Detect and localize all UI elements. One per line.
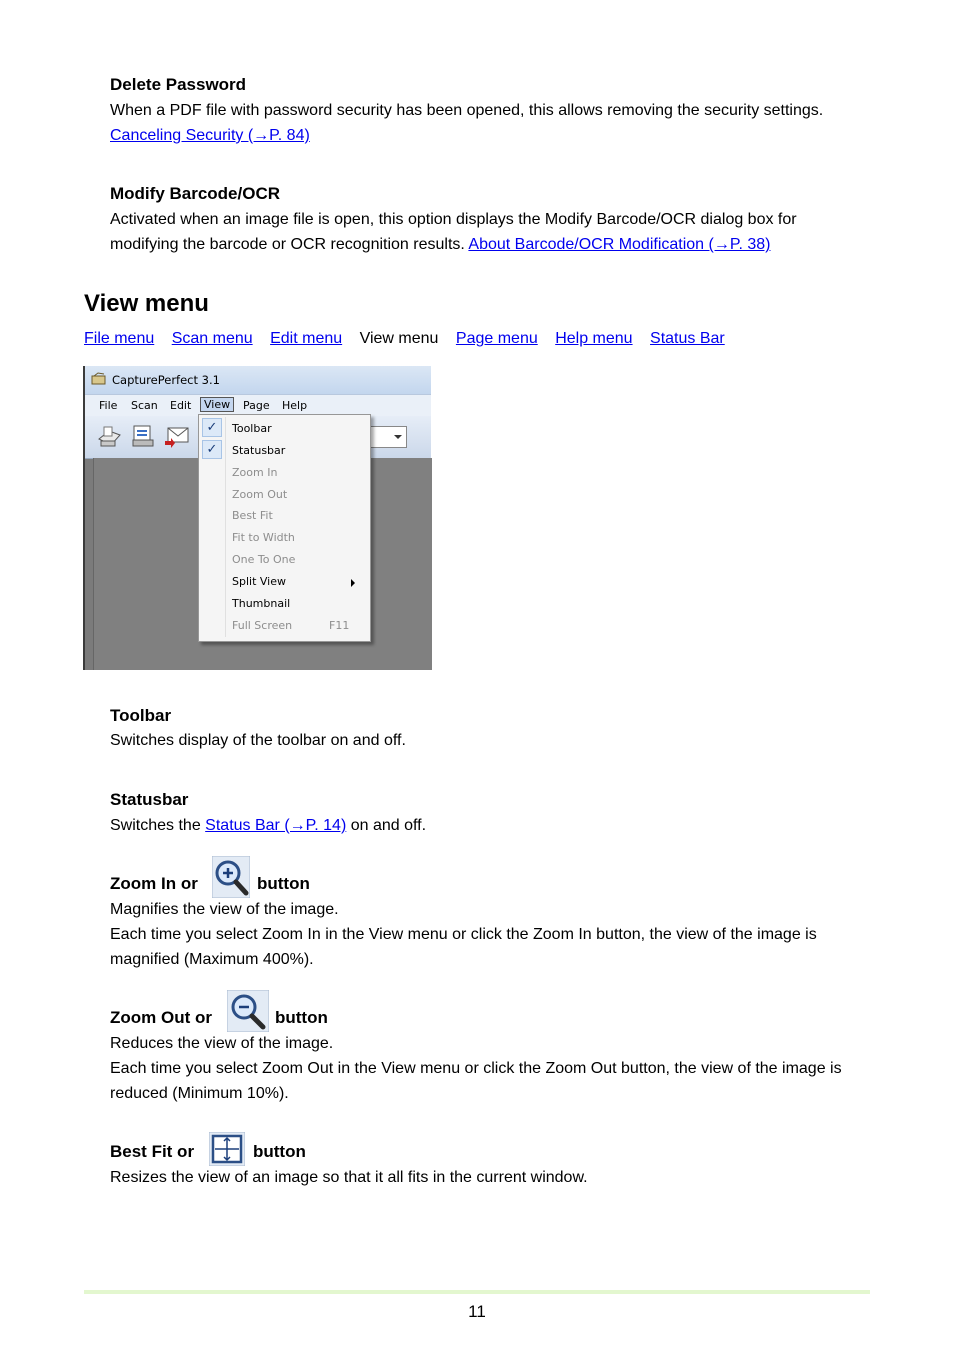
zoom-out-line-3: reduced (Minimum 10%). [110, 1085, 289, 1102]
menubar-file[interactable]: File [99, 399, 118, 412]
zoom-in-line-2: Each time you select Zoom In in the View menu or click the Zoom In button, the view of the image is [110, 926, 817, 943]
modify-barcode-heading: Modify Barcode/OCR [110, 184, 281, 203]
toolbar-heading: Toolbar [110, 706, 172, 725]
chevron-down-icon [394, 435, 402, 439]
delete-password-text: When a PDF file with password security has been opened, this allows removing the security settings. [110, 102, 824, 119]
zoom-out-heading-post: button [275, 1008, 328, 1027]
best-fit-line-1: Resizes the view of an image so that it all fits in the current window. [110, 1169, 588, 1186]
statusbar-text-pre: Switches the [110, 817, 201, 834]
menu-item-split-view[interactable]: Split View [232, 575, 286, 588]
statusbar-check-icon: ✓ [202, 440, 222, 459]
toolbar-text: Switches display of the toolbar on and off. [110, 732, 406, 749]
menu-nav [84, 330, 738, 348]
full-screen-shortcut: F11 [329, 619, 350, 632]
nav-edit-menu[interactable]: Edit menu [270, 330, 343, 347]
zoom-in-heading-pre: Zoom In or [110, 874, 198, 893]
statusbar-text [110, 813, 426, 838]
nav-page-menu[interactable]: Page menu [455, 330, 538, 347]
page-number: 11 [468, 1302, 486, 1321]
delete-password-heading: Delete Password [110, 75, 247, 94]
menubar-help[interactable]: Help [282, 399, 308, 412]
app-icon [91, 372, 107, 386]
view-menu-title: View menu [84, 290, 209, 317]
zoom-in-heading-post: button [257, 874, 310, 893]
best-fit-icon [209, 1132, 245, 1166]
nav-file-menu[interactable]: File menu [84, 330, 155, 347]
footer-rule [84, 1290, 870, 1294]
menu-item-toolbar[interactable]: Toolbar [232, 422, 272, 435]
zoom-out-line-1: Reduces the view of the image. [110, 1035, 334, 1052]
menubar-view[interactable]: View [200, 397, 234, 412]
canceling-security-link[interactable]: Canceling Security (→P. 84) [110, 127, 310, 144]
menu-item-fit-to-width: Fit to Width [232, 531, 295, 544]
menu-item-full-screen: Full Screen [232, 619, 293, 632]
nav-view-menu: View menu [359, 330, 439, 347]
barcode-modification-link[interactable]: About Barcode/OCR Modification (→P. 38) [468, 236, 771, 253]
nav-help-menu[interactable]: Help menu [555, 330, 633, 347]
menu-item-statusbar[interactable]: Statusbar [232, 444, 286, 457]
status-bar-link[interactable]: Status Bar (→P. 14) [205, 817, 347, 834]
batch-scan-icon[interactable] [129, 423, 157, 449]
best-fit-heading-pre: Best Fit or [110, 1142, 195, 1161]
toolbar-check-icon: ✓ [202, 418, 222, 437]
scan-icon[interactable] [95, 423, 123, 449]
menubar-edit[interactable]: Edit [170, 399, 192, 412]
menu-item-thumbnail[interactable]: Thumbnail [232, 597, 291, 610]
menu-item-zoom-in: Zoom In [232, 466, 278, 479]
submenu-arrow-icon [351, 579, 355, 587]
menubar-page[interactable]: Page [243, 399, 270, 412]
modify-barcode-text-2-body: modifying the barcode or OCR recognition results. [110, 236, 465, 253]
menubar-scan[interactable]: Scan [131, 399, 158, 412]
modify-barcode-text-2 [110, 232, 770, 257]
menu-item-zoom-out: Zoom Out [232, 488, 288, 501]
zoom-in-icon [212, 856, 250, 898]
statusbar-heading: Statusbar [110, 790, 189, 809]
zoom-out-line-2: Each time you select Zoom Out in the View menu or click the Zoom Out button, the view of the image is [110, 1060, 842, 1077]
modify-barcode-text-1: Activated when an image file is open, this option displays the Modify Barcode/OCR dialog box for [110, 211, 797, 228]
zoom-in-line-1: Magnifies the view of the image. [110, 901, 339, 918]
view-dropdown-menu [198, 414, 371, 642]
best-fit-heading-post: button [253, 1142, 306, 1161]
statusbar-text-post: on and off. [350, 817, 427, 834]
menu-item-one-to-one: One To One [232, 553, 296, 566]
menu-item-best-fit: Best Fit [232, 509, 273, 522]
zoom-out-heading-pre: Zoom Out or [110, 1008, 212, 1027]
nav-status-bar[interactable]: Status Bar [650, 330, 725, 347]
zoom-in-line-3: magnified (Maximum 400%). [110, 951, 314, 968]
nav-scan-menu[interactable]: Scan menu [171, 330, 253, 347]
window-title: CapturePerfect 3.1 [112, 373, 220, 387]
window-titlebar [85, 366, 431, 394]
mail-icon[interactable] [163, 423, 191, 449]
view-menu-screenshot [83, 366, 431, 670]
menu-gutter [225, 417, 226, 637]
zoom-out-icon [227, 990, 269, 1032]
